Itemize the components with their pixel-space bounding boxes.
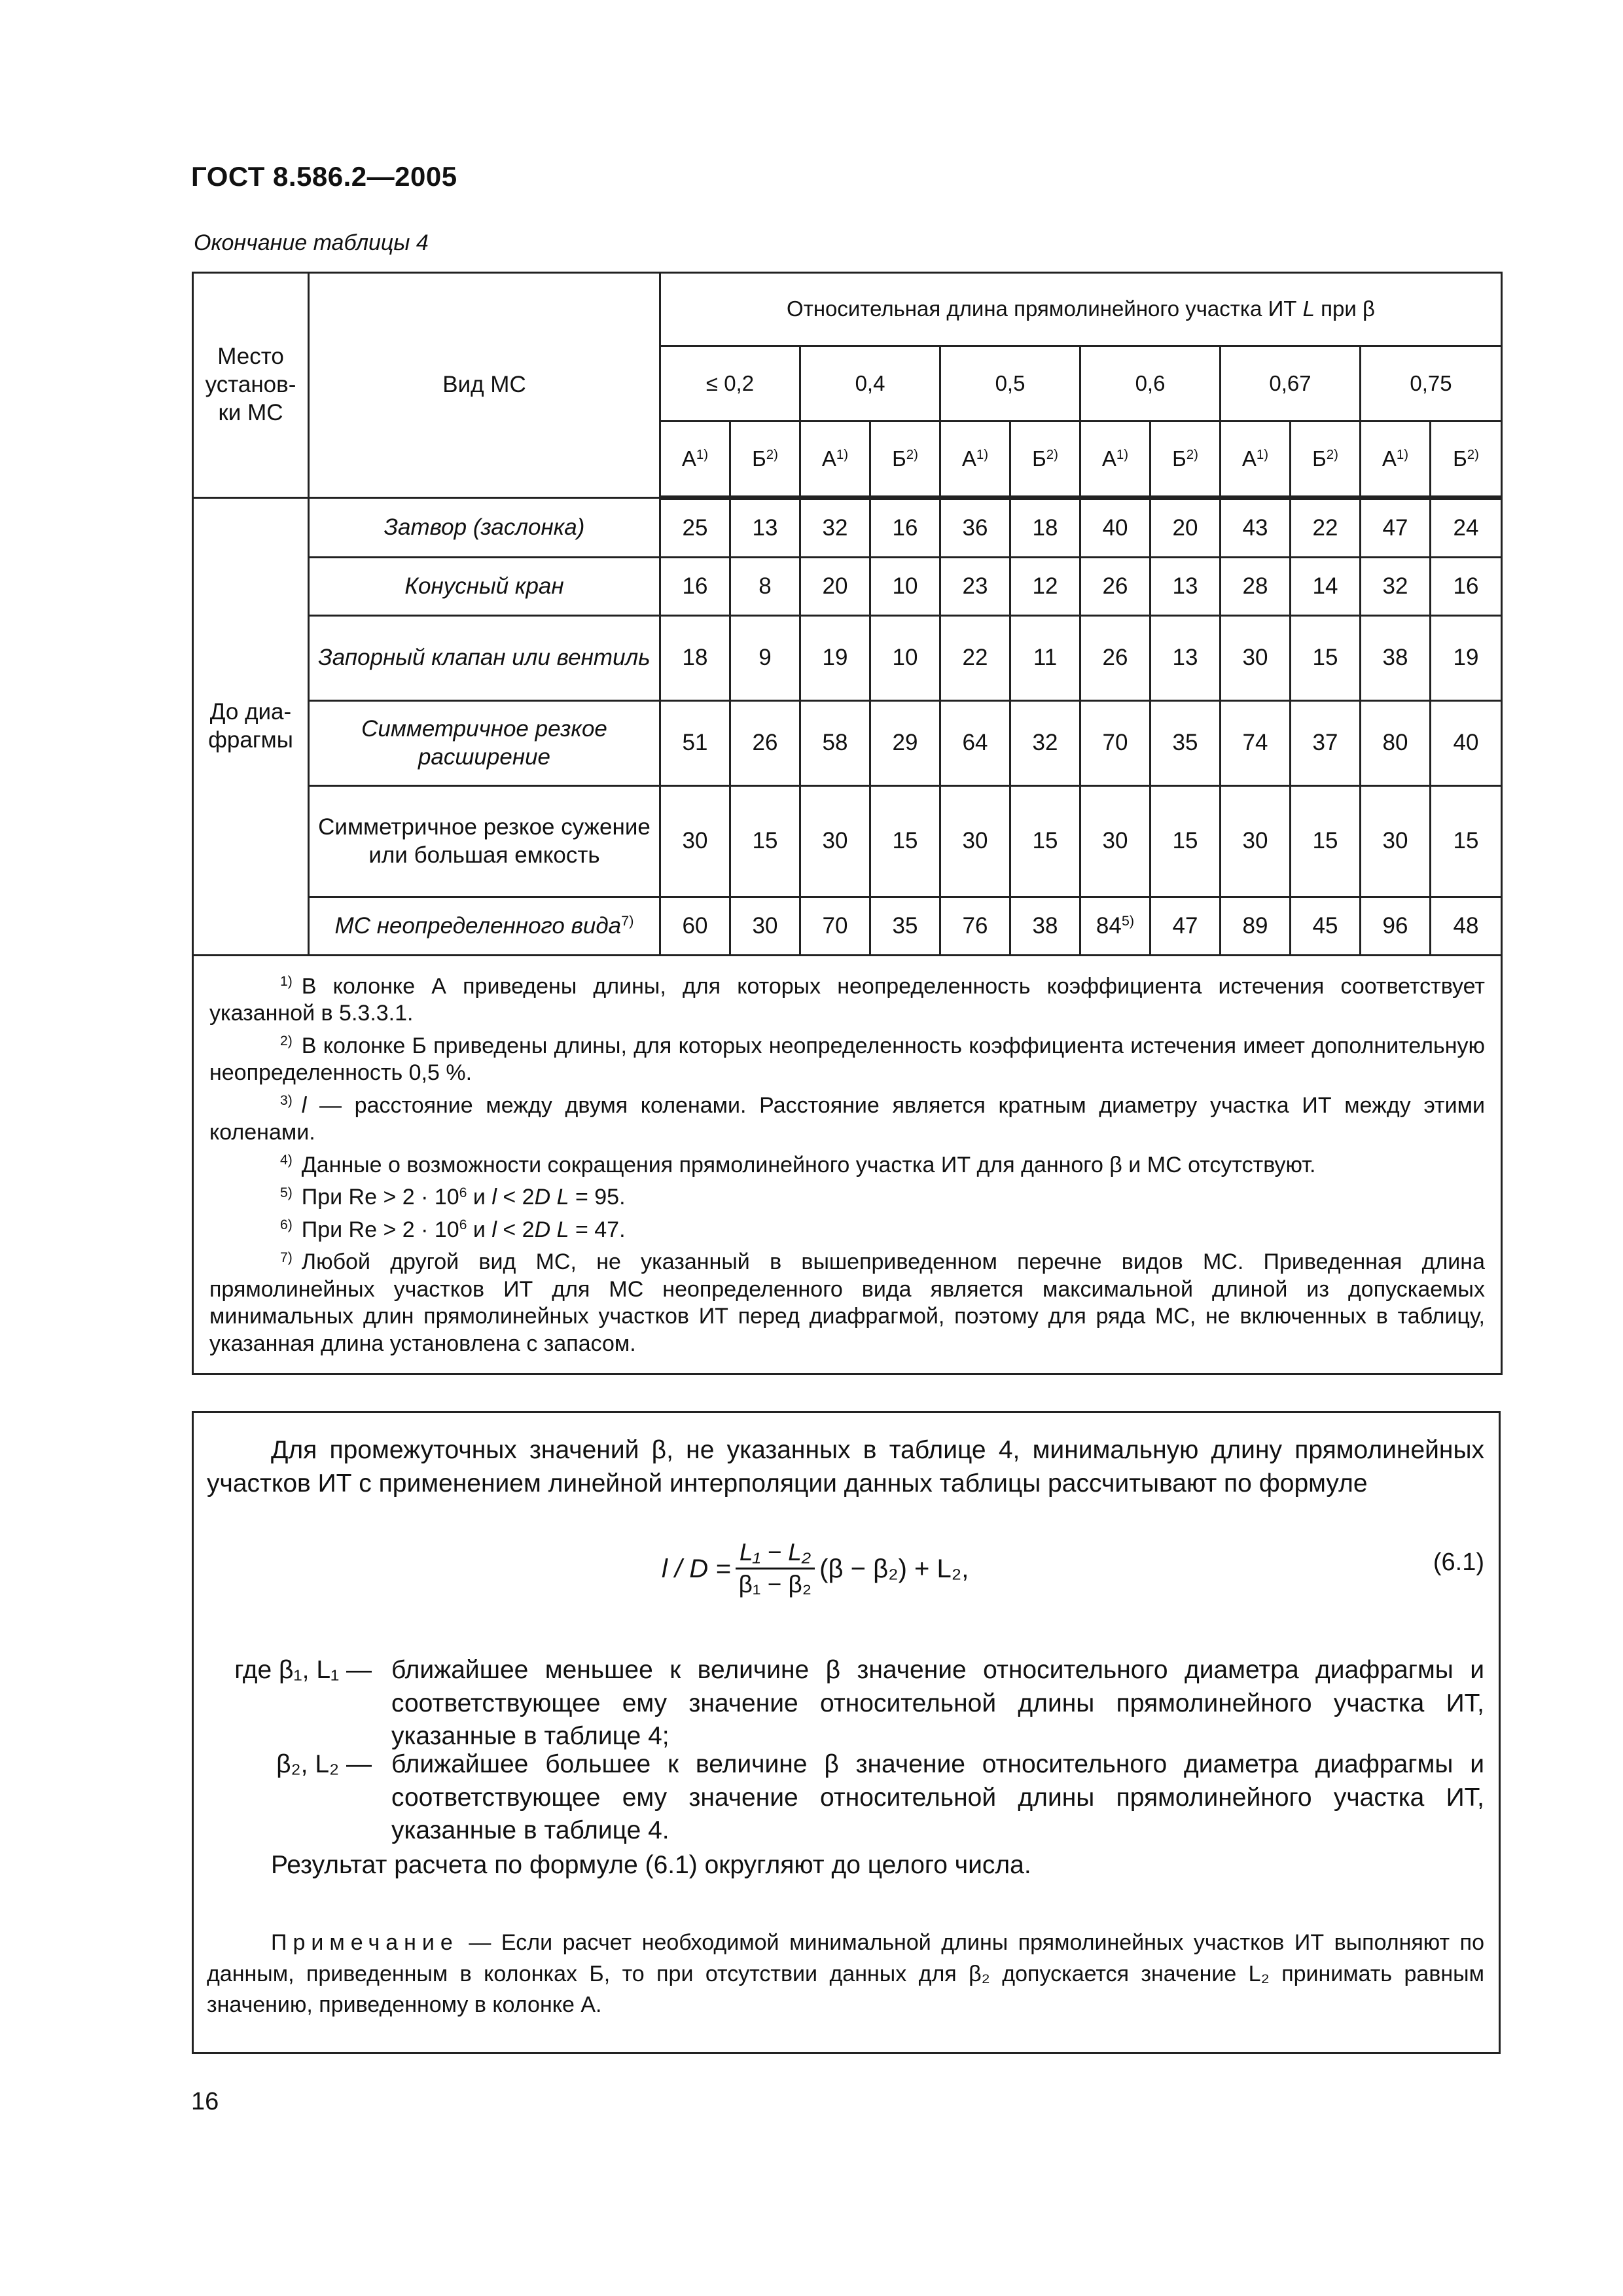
table-cell [940, 498, 1010, 558]
footnote-text: < 2 [496, 1185, 535, 1210]
cell-value: 20 [822, 573, 848, 599]
cell-value: 74 [1242, 730, 1268, 756]
table-cell [940, 786, 1010, 897]
table-cell [1431, 897, 1502, 956]
beta-header: 0,67 [1221, 346, 1361, 422]
cell-value: 32 [822, 514, 848, 541]
table-cell [800, 897, 870, 956]
column-b-label: Б [1032, 446, 1046, 471]
header-span-var: L [1302, 296, 1315, 321]
cell-value: 96 [1382, 912, 1408, 939]
footnote-var: D [534, 1217, 551, 1242]
table-cell [1010, 498, 1080, 558]
beta-header: 0,4 [800, 346, 940, 422]
footnote-ref: 1) [696, 446, 709, 462]
table-cell [800, 558, 870, 616]
header-relative-length [660, 273, 1502, 346]
formula-number: (6.1) [1433, 1549, 1484, 1576]
cell-value: 22 [962, 645, 988, 671]
cell-value: 32 [1032, 730, 1058, 756]
cell-value: 15 [1312, 645, 1338, 671]
definition-beta2-l2 [194, 1748, 1484, 1848]
column-b-label: Б [1453, 446, 1467, 471]
document-header: ГОСТ 8.586.2—2005 [191, 161, 457, 192]
cell-value: 36 [962, 514, 988, 541]
table-row [193, 558, 1502, 616]
cell-value: 30 [962, 828, 988, 854]
table-cell [1221, 701, 1291, 786]
cell-value: 29 [892, 730, 918, 756]
row-kind-label: Конусный кран [404, 573, 564, 599]
cell-value: 30 [1242, 645, 1268, 671]
table-cell [870, 786, 940, 897]
footnote-ref: 1) [1396, 446, 1409, 462]
footnote-text: При Re > 2 · 10 [301, 1185, 459, 1210]
footnote-text: = 47. [569, 1217, 626, 1242]
definition-text: ближайшее меньшее к величине β значение относительного диаметра диафрагмы и соответствующее ему значение относительной длины прямолинейного участка ИТ, указанные в таблице 4; [391, 1656, 1484, 1751]
table-cell [1150, 498, 1221, 558]
lengths-table [192, 272, 1503, 1375]
footnote-ref: 5) [1121, 912, 1135, 929]
table-row [193, 616, 1502, 701]
cell-value: 15 [752, 828, 778, 854]
column-b-header [1150, 422, 1221, 498]
table-cell [1361, 498, 1431, 558]
column-b-label: Б [1312, 446, 1327, 471]
table-cell [660, 498, 730, 558]
column-b-header [1010, 422, 1080, 498]
table-cell [1150, 616, 1221, 701]
column-a-label: А [1382, 446, 1397, 471]
cell-value: 13 [1172, 573, 1198, 599]
column-b-header [1291, 422, 1361, 498]
cell-value: 40 [1453, 730, 1479, 756]
cell-value: 15 [892, 828, 918, 854]
table-cell [1010, 616, 1080, 701]
table-cell [660, 897, 730, 956]
footnote-mark: 6) [280, 1217, 293, 1233]
cell-value: 18 [1032, 514, 1058, 541]
cell-value: 64 [962, 730, 988, 756]
cell-value: 38 [1382, 645, 1408, 671]
cell-value: 76 [962, 912, 988, 939]
beta-header: 0,6 [1080, 346, 1221, 422]
beta-header: 0,5 [940, 346, 1080, 422]
footnote-mark: 2) [280, 1033, 293, 1049]
footnote-mark: 4) [280, 1153, 293, 1168]
row-kind-label: Запорный клапан или вентиль [318, 645, 651, 671]
footnote-text: В колонке Б приведены длины, для которых неопределенность коэффициента истечения имеет дополнительную неопределенность 0,5 %. [209, 1033, 1485, 1086]
footnote-var: D [534, 1185, 551, 1210]
footnote-ref: 2) [1186, 446, 1198, 462]
cell-value: 10 [892, 573, 918, 599]
table-cell [1431, 616, 1502, 701]
row-kind [309, 897, 660, 956]
column-b-header [730, 422, 800, 498]
footnote [209, 1184, 1485, 1211]
table-cell [1150, 897, 1221, 956]
footnote-mark: 5) [280, 1185, 293, 1200]
table-row [193, 897, 1502, 956]
footnote-exponent: 6 [459, 1217, 467, 1233]
footnote-mark: 3) [280, 1093, 293, 1109]
cell-value: 15 [1032, 828, 1058, 854]
row-kind [309, 498, 660, 558]
footnote-ref: 2) [1467, 446, 1479, 462]
formula-numerator: L₁ − L₂ [736, 1537, 815, 1570]
footnote-text: = 95. [569, 1185, 626, 1210]
formula-denominator: β₁ − β₂ [738, 1571, 812, 1598]
cell-value: 16 [682, 573, 708, 599]
table-cell [1080, 897, 1150, 956]
row-kind-label: МС неопределенного вида [334, 912, 622, 939]
cell-value: 15 [1312, 828, 1338, 854]
table-cell [1291, 786, 1361, 897]
table-cell [940, 558, 1010, 616]
table-cell [1291, 701, 1361, 786]
column-b-header [1431, 422, 1502, 498]
cell-value: 13 [752, 514, 778, 541]
table-cell [730, 786, 800, 897]
footnote-text: и [467, 1217, 492, 1242]
footnote-text: В колонке А приведены длины, для которых неопределенность коэффициента истечения соответствует указанной в 5.3.3.1. [209, 974, 1485, 1026]
row-kind [309, 701, 660, 786]
table-cell [1150, 558, 1221, 616]
table-cell [1431, 786, 1502, 897]
footnote-ref: 2) [766, 446, 778, 462]
cell-value: 16 [892, 514, 918, 541]
footnotes [193, 956, 1502, 1374]
footnote [209, 1249, 1485, 1357]
column-b-label: Б [1172, 446, 1186, 471]
table-cell [800, 701, 870, 786]
beta-header: ≤ 0,2 [660, 346, 800, 422]
cell-value: 30 [1382, 828, 1408, 854]
footnote-ref: 7) [621, 912, 634, 929]
cell-value: 25 [682, 514, 708, 541]
formula-lhs: l / D = [662, 1554, 731, 1583]
table-cell [870, 897, 940, 956]
footnote [209, 973, 1485, 1028]
cell-value: 22 [1312, 514, 1338, 541]
notes-row [193, 956, 1502, 1374]
table-cell [1080, 786, 1150, 897]
cell-value: 26 [1102, 573, 1128, 599]
footnote-mark: 1) [280, 974, 293, 990]
cell-value: 60 [682, 912, 708, 939]
table-cell [730, 616, 800, 701]
cell-value: 10 [892, 645, 918, 671]
table-cell [730, 558, 800, 616]
cell-value: 45 [1312, 912, 1338, 939]
definition-term: где β₁, L₁ — [234, 1656, 372, 1684]
table-cell [1361, 558, 1431, 616]
column-b-label: Б [892, 446, 906, 471]
table-cell [1010, 558, 1080, 616]
column-a-header [1361, 422, 1431, 498]
footnote [209, 1033, 1485, 1087]
column-a-label: А [681, 446, 696, 471]
footnote-text: Данные о возможности сокращения прямолинейного участка ИТ для данного β и МС отсутствуют. [301, 1152, 1316, 1177]
column-a-header [1221, 422, 1291, 498]
footnote [209, 1217, 1485, 1244]
table-cell [800, 616, 870, 701]
column-b-label: Б [752, 446, 766, 471]
definition-beta1-l1 [194, 1654, 1484, 1753]
table-row [193, 701, 1502, 786]
table-cell [660, 786, 730, 897]
column-a-label: А [1241, 446, 1257, 471]
header-span-suffix: при [1321, 296, 1357, 321]
table-cell [1291, 897, 1361, 956]
table-cell [660, 616, 730, 701]
cell-value: 13 [1172, 645, 1198, 671]
footnote-ref: 1) [976, 446, 989, 462]
cell-value: 47 [1382, 514, 1408, 541]
table-cell [1431, 701, 1502, 786]
table-cell [1431, 558, 1502, 616]
cell-value: 11 [1033, 645, 1058, 671]
footnote-mark: 7) [280, 1249, 293, 1265]
box-note [207, 1928, 1484, 2021]
footnote-var: L [556, 1185, 569, 1210]
cell-value: 15 [1453, 828, 1479, 854]
column-a-label: А [961, 446, 976, 471]
table-row [193, 498, 1502, 558]
table-cell [1150, 701, 1221, 786]
cell-value: 89 [1242, 912, 1268, 939]
definition-text: ближайшее большее к величине β значение относительного диаметра диафрагмы и соответствующее ему значение относительной длины прямолинейного участка ИТ, указанные в таблице 4. [391, 1750, 1484, 1845]
cell-value: 47 [1172, 912, 1198, 939]
footnote-ref: 2) [1046, 446, 1058, 462]
cell-value: 26 [752, 730, 778, 756]
table-cell [800, 786, 870, 897]
footnote-text: При Re > 2 · 10 [301, 1217, 459, 1242]
footnote-var: l [301, 1092, 307, 1118]
table-cell [660, 558, 730, 616]
table-cell [940, 701, 1010, 786]
table-cell [1221, 897, 1291, 956]
cell-value: 35 [1172, 730, 1198, 756]
cell-value: 16 [1453, 573, 1479, 599]
column-a-label: А [1101, 446, 1116, 471]
cell-value: 23 [962, 573, 988, 599]
note-text: — Если расчет необходимой минимальной длины прямолинейных участков ИТ выполняют по данным, приведенным в колонках Б, то при отсутствии данных для β₂ допускается значение L₂ принимать равным значению, приведенному в колонке А. [207, 1930, 1484, 2018]
cell-value: 38 [1032, 912, 1058, 939]
cell-value: 30 [752, 912, 778, 939]
formula-fraction [735, 1537, 816, 1600]
table-cell [730, 897, 800, 956]
cell-value: 30 [822, 828, 848, 854]
footnote-ref: 1) [1256, 446, 1269, 462]
row-kind-label: Симметричное резкое расширение [361, 715, 607, 770]
group-location: До диа-фрагмы [193, 498, 309, 956]
cell-value: 70 [1102, 730, 1128, 756]
footnote-ref: 1) [836, 446, 849, 462]
footnote-text: Любой другой вид МС, не указанный в вышеприведенном перечне видов МС. Приведенная длина прямолинейных участков ИТ для МС неопределенного вида является максимальной длиной из допускаемых минимальных длин прямолинейных участков ИТ перед диафрагмой, поэтому для ряда МС, не включенных в таблицу, указанная длина установлена с запасом. [209, 1249, 1485, 1356]
table-cell [660, 701, 730, 786]
column-a-header [800, 422, 870, 498]
footnote [209, 1152, 1485, 1179]
formula-rhs: (β − β₂) + L₂, [819, 1554, 969, 1583]
cell-value: 35 [892, 912, 918, 939]
table-cell [1080, 701, 1150, 786]
table-cell [870, 616, 940, 701]
table-cell [1150, 786, 1221, 897]
footnote-ref: 2) [1326, 446, 1338, 462]
row-kind [309, 616, 660, 701]
cell-value: 28 [1242, 573, 1268, 599]
table-cell [1361, 701, 1431, 786]
table-caption: Окончание таблицы 4 [194, 230, 429, 255]
footnote [209, 1092, 1485, 1147]
cell-value: 30 [1242, 828, 1268, 854]
table-cell [1291, 498, 1361, 558]
row-kind-label: Затвор (заслонка) [383, 514, 585, 540]
cell-value: 70 [822, 912, 848, 939]
cell-value: 9 [758, 645, 772, 671]
cell-value: 43 [1242, 514, 1268, 541]
cell-value: 32 [1382, 573, 1408, 599]
cell-value: 8 [758, 573, 772, 599]
row-kind-label: Симметричное резкое сужение или большая емкость [318, 814, 651, 868]
cell-value: 24 [1453, 514, 1479, 541]
table-cell [1221, 558, 1291, 616]
header-span-prefix: Относительная длина прямолинейного участка ИТ [787, 296, 1297, 321]
cell-value: 20 [1172, 514, 1198, 541]
footnote-text: < 2 [496, 1217, 535, 1242]
table-cell [1221, 498, 1291, 558]
header-location: Место установ-ки МС [193, 273, 309, 498]
table-cell [1080, 616, 1150, 701]
table-cell [1361, 786, 1431, 897]
footnote-ref: 2) [906, 446, 918, 462]
cell-value: 48 [1453, 912, 1479, 939]
footnote-exponent: 6 [459, 1185, 467, 1200]
table-cell [1361, 897, 1431, 956]
formula-6-1 [662, 1537, 969, 1600]
column-a-label: А [821, 446, 836, 471]
table-cell [1080, 498, 1150, 558]
table-cell [1080, 558, 1150, 616]
table-row [193, 786, 1502, 897]
table-cell [730, 498, 800, 558]
row-kind [309, 558, 660, 616]
header-span-beta: β [1362, 296, 1375, 321]
table-cell [1010, 786, 1080, 897]
cell-value: 40 [1102, 514, 1128, 541]
definition-term: β₂, L₂ — [276, 1750, 372, 1778]
cell-value: 19 [1453, 645, 1479, 671]
table-cell [1221, 616, 1291, 701]
table-cell [870, 498, 940, 558]
cell-value: 12 [1032, 573, 1058, 599]
cell-value: 58 [822, 730, 848, 756]
footnote-text: и [467, 1185, 492, 1210]
table-cell [800, 498, 870, 558]
table-cell [1361, 616, 1431, 701]
table-cell [870, 701, 940, 786]
table-cell [940, 616, 1010, 701]
beta-header: 0,75 [1361, 346, 1502, 422]
table-cell [940, 897, 1010, 956]
cell-value: 80 [1382, 730, 1408, 756]
header-kind: Вид МС [309, 273, 660, 498]
table-cell [1010, 701, 1080, 786]
table-cell [1010, 897, 1080, 956]
cell-value: 37 [1312, 730, 1338, 756]
footnote-var: l [491, 1217, 497, 1242]
table-cell [1221, 786, 1291, 897]
rounding-sentence: Результат расчета по формуле (6.1) округляют до целого числа. [271, 1851, 1031, 1879]
cell-value: 26 [1102, 645, 1128, 671]
footnote-var: l [491, 1185, 497, 1210]
cell-value: 30 [682, 828, 708, 854]
column-a-header [660, 422, 730, 498]
table-cell [870, 558, 940, 616]
footnote-text: — расстояние между двумя коленами. Расстояние является кратным диаметру участка ИТ между этими коленами. [209, 1092, 1485, 1145]
table-cell [1291, 558, 1361, 616]
page-number: 16 [191, 2088, 219, 2115]
row-kind [309, 786, 660, 897]
cell-value: 84 [1096, 912, 1122, 939]
column-b-header [870, 422, 940, 498]
column-a-header [940, 422, 1010, 498]
note-label: Примечание [271, 1930, 459, 1955]
column-a-header [1080, 422, 1150, 498]
footnote-ref: 1) [1116, 446, 1129, 462]
table-cell [730, 701, 800, 786]
interpolation-paragraph: Для промежуточных значений β, не указанных в таблице 4, минимальную длину прямолинейных участков ИТ с применением линейной интерполяции данных таблицы рассчитывают по формуле [207, 1436, 1484, 1498]
table-cell [1431, 498, 1502, 558]
formula-box [192, 1411, 1501, 2054]
cell-value: 30 [1102, 828, 1128, 854]
cell-value: 51 [682, 730, 708, 756]
cell-value: 14 [1312, 573, 1338, 599]
footnote-var: L [556, 1217, 569, 1242]
cell-value: 19 [822, 645, 848, 671]
table-cell [1291, 616, 1361, 701]
cell-value: 15 [1172, 828, 1198, 854]
cell-value: 18 [682, 645, 708, 671]
